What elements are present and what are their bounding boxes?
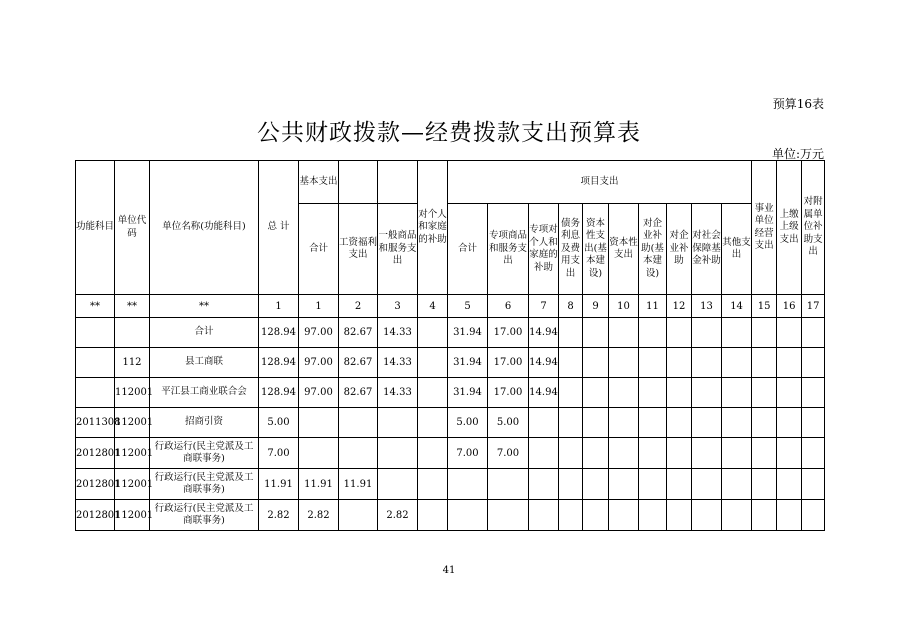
amount-cell (609, 469, 639, 500)
amount-cell (378, 438, 418, 469)
amount-cell (722, 378, 752, 408)
amount-cell (802, 378, 825, 408)
amount-cell (692, 318, 722, 348)
amount-cell (448, 469, 488, 500)
amount-cell (722, 469, 752, 500)
amount-cell (583, 378, 609, 408)
table-row (76, 438, 825, 469)
index-cell: 14 (722, 295, 752, 318)
func-code-cell: 2012801 (76, 438, 115, 469)
amount-cell: 14.94 (529, 348, 559, 378)
unit-name-cell: 招商引资 (150, 408, 259, 438)
table-row (76, 500, 825, 531)
amount-cell (339, 438, 378, 469)
amount-cell (583, 438, 609, 469)
header-other: 其他支出 (722, 204, 752, 295)
amount-cell (583, 469, 609, 500)
amount-cell (529, 438, 559, 469)
amount-cell (802, 469, 825, 500)
index-cell: ** (76, 295, 115, 318)
amount-cell: 31.94 (448, 378, 488, 408)
amount-cell (609, 348, 639, 378)
unit-code-cell: 112001 (115, 378, 150, 408)
table-row (76, 318, 825, 348)
amount-cell (609, 500, 639, 531)
amount-cell (339, 500, 378, 531)
func-code-cell: 2012801 (76, 469, 115, 500)
unit-name-cell: 行政运行(民主党派及工商联事务) (150, 438, 259, 469)
amount-cell (639, 469, 667, 500)
amount-cell: 5.00 (259, 408, 299, 438)
amount-cell (752, 469, 777, 500)
unit-name-cell: 行政运行(民主党派及工商联事务) (150, 469, 259, 500)
header-empty-cell (339, 161, 378, 204)
index-cell: 1 (259, 295, 299, 318)
amount-cell: 5.00 (488, 408, 529, 438)
amount-cell: 31.94 (448, 318, 488, 348)
index-cell: 2 (339, 295, 378, 318)
unit-name-cell: 合计 (150, 318, 259, 348)
amount-cell (609, 408, 639, 438)
amount-cell (667, 348, 692, 378)
table-row (76, 408, 825, 438)
unit-label: 单位:万元 (771, 147, 824, 161)
header-enterprise-build: 对企业补助(基本建设) (639, 204, 667, 295)
amount-cell: 7.00 (259, 438, 299, 469)
index-cell: 9 (583, 295, 609, 318)
index-cell: 8 (559, 295, 583, 318)
amount-cell (339, 408, 378, 438)
index-cell: ** (115, 295, 150, 318)
amount-cell: 82.67 (339, 348, 378, 378)
amount-cell (777, 438, 802, 469)
index-cell: 10 (609, 295, 639, 318)
index-cell: 13 (692, 295, 722, 318)
unit-code-cell: 112001 (115, 438, 150, 469)
unit-code-cell (115, 318, 150, 348)
header-personal: 对个人和家庭的补助 (418, 161, 448, 295)
table-row (76, 469, 825, 500)
amount-cell (559, 348, 583, 378)
func-code-cell (76, 318, 115, 348)
header-basic-total: 合计 (299, 204, 339, 295)
amount-cell: 11.91 (299, 469, 339, 500)
amount-cell: 2.82 (378, 500, 418, 531)
index-cell: 7 (529, 295, 559, 318)
amount-cell (667, 438, 692, 469)
amount-cell (692, 408, 722, 438)
amount-cell (777, 500, 802, 531)
amount-cell (667, 469, 692, 500)
amount-cell (639, 318, 667, 348)
amount-cell: 97.00 (299, 318, 339, 348)
amount-cell (752, 500, 777, 531)
amount-cell (667, 318, 692, 348)
index-cell: 5 (448, 295, 488, 318)
amount-cell: 17.00 (488, 378, 529, 408)
amount-cell (752, 348, 777, 378)
amount-cell (583, 500, 609, 531)
amount-cell (488, 469, 529, 500)
header-social: 对社会保障基金补助 (692, 204, 722, 295)
amount-cell (777, 469, 802, 500)
amount-cell: 128.94 (259, 348, 299, 378)
amount-cell: 31.94 (448, 348, 488, 378)
amount-cell (609, 438, 639, 469)
amount-cell (802, 348, 825, 378)
header-goods: 一般商品和服务支出 (378, 204, 418, 295)
amount-cell (418, 408, 448, 438)
func-code-cell (76, 348, 115, 378)
table-row (76, 378, 825, 408)
page-number: 41 (442, 565, 456, 576)
amount-cell: 2.82 (259, 500, 299, 531)
amount-cell: 7.00 (488, 438, 529, 469)
amount-cell (559, 378, 583, 408)
amount-cell (639, 438, 667, 469)
amount-cell: 14.33 (378, 318, 418, 348)
index-cell: 15 (752, 295, 777, 318)
page-title: 公共财政拨款—经费拨款支出预算表 (257, 120, 641, 146)
amount-cell (559, 318, 583, 348)
amount-cell (418, 500, 448, 531)
amount-cell (802, 500, 825, 531)
amount-cell (692, 348, 722, 378)
unit-code-cell: 112001 (115, 408, 150, 438)
amount-cell: 97.00 (299, 348, 339, 378)
func-code-cell: 2012801 (76, 500, 115, 531)
header-capital-build: 资本性支出(基本建设) (583, 204, 609, 295)
amount-cell: 128.94 (259, 318, 299, 348)
index-cell: 17 (802, 295, 825, 318)
header-debt: 债务利息及费用支出 (559, 204, 583, 295)
index-cell: 3 (378, 295, 418, 318)
amount-cell: 17.00 (488, 318, 529, 348)
header-business: 事业单位经营支出 (752, 161, 777, 295)
unit-name-cell: 县工商联 (150, 348, 259, 378)
header-project: 项目支出 (448, 161, 752, 204)
amount-cell (777, 348, 802, 378)
amount-cell (777, 318, 802, 348)
amount-cell (609, 318, 639, 348)
amount-cell (583, 348, 609, 378)
amount-cell (722, 438, 752, 469)
amount-cell (802, 408, 825, 438)
header-salary: 工资福利支出 (339, 204, 378, 295)
amount-cell (722, 318, 752, 348)
amount-cell (609, 378, 639, 408)
header-proj-personal: 专项对个人和家庭的补助 (529, 204, 559, 295)
header-proj-total: 合计 (448, 204, 488, 295)
amount-cell: 11.91 (339, 469, 378, 500)
form-number: 预算16表 (772, 97, 824, 111)
amount-cell (299, 438, 339, 469)
unit-code-cell: 112001 (115, 469, 150, 500)
amount-cell (667, 408, 692, 438)
header-proj-goods: 专项商品和服务支出 (488, 204, 529, 295)
header-unit-code: 单位代码 (115, 161, 150, 295)
amount-cell (418, 348, 448, 378)
header-basic: 基本支出 (299, 161, 339, 204)
index-cell: 4 (418, 295, 448, 318)
budget-table (75, 160, 825, 531)
header-enterprise: 对企业补助 (667, 204, 692, 295)
amount-cell (667, 378, 692, 408)
amount-cell: 14.33 (378, 378, 418, 408)
amount-cell (559, 500, 583, 531)
amount-cell (378, 408, 418, 438)
index-cell: 6 (488, 295, 529, 318)
amount-cell: 128.94 (259, 378, 299, 408)
index-cell: 11 (639, 295, 667, 318)
amount-cell (529, 500, 559, 531)
amount-cell (692, 500, 722, 531)
amount-cell (418, 469, 448, 500)
amount-cell (418, 318, 448, 348)
amount-cell (722, 500, 752, 531)
amount-cell (639, 348, 667, 378)
index-cell: 16 (777, 295, 802, 318)
index-cell: ** (150, 295, 259, 318)
index-row (76, 295, 825, 318)
header-capital: 资本性支出 (609, 204, 639, 295)
amount-cell (692, 378, 722, 408)
unit-name-cell: 行政运行(民主党派及工商联事务) (150, 500, 259, 531)
amount-cell: 82.67 (339, 318, 378, 348)
amount-cell: 82.67 (339, 378, 378, 408)
amount-cell: 14.94 (529, 318, 559, 348)
amount-cell: 97.00 (299, 378, 339, 408)
amount-cell: 14.94 (529, 378, 559, 408)
index-cell: 1 (299, 295, 339, 318)
amount-cell: 7.00 (448, 438, 488, 469)
table-row (76, 348, 825, 378)
amount-cell (802, 318, 825, 348)
amount-cell (418, 378, 448, 408)
amount-cell (378, 469, 418, 500)
amount-cell: 5.00 (448, 408, 488, 438)
amount-cell (559, 408, 583, 438)
func-code-cell: 2011308 (76, 408, 115, 438)
unit-name-cell: 平江县工商业联合会 (150, 378, 259, 408)
amount-cell: 11.91 (259, 469, 299, 500)
amount-cell: 2.82 (299, 500, 339, 531)
amount-cell (639, 408, 667, 438)
amount-cell: 17.00 (488, 348, 529, 378)
amount-cell (529, 408, 559, 438)
amount-cell (559, 469, 583, 500)
amount-cell (488, 500, 529, 531)
amount-cell (418, 438, 448, 469)
index-cell: 12 (667, 295, 692, 318)
amount-cell (777, 408, 802, 438)
amount-cell (752, 408, 777, 438)
header-total: 总 计 (259, 161, 299, 295)
amount-cell (667, 500, 692, 531)
amount-cell (529, 469, 559, 500)
amount-cell: 14.33 (378, 348, 418, 378)
header-empty-cell (378, 161, 418, 204)
amount-cell (752, 318, 777, 348)
func-code-cell (76, 378, 115, 408)
amount-cell (752, 438, 777, 469)
amount-cell (802, 438, 825, 469)
amount-cell (752, 378, 777, 408)
header-unit-name: 单位名称(功能科目) (150, 161, 259, 295)
amount-cell (559, 438, 583, 469)
amount-cell (639, 500, 667, 531)
header-subsidiary: 对附属单位补助支出 (802, 161, 825, 295)
unit-code-cell: 112001 (115, 500, 150, 531)
header-upper: 上缴上级支出 (777, 161, 802, 295)
amount-cell (639, 378, 667, 408)
header-func-code: 功能科目 (76, 161, 115, 295)
amount-cell (777, 378, 802, 408)
amount-cell (692, 438, 722, 469)
amount-cell (583, 408, 609, 438)
amount-cell (583, 318, 609, 348)
amount-cell (692, 469, 722, 500)
amount-cell (299, 408, 339, 438)
amount-cell (448, 500, 488, 531)
amount-cell (722, 408, 752, 438)
amount-cell (722, 348, 752, 378)
unit-code-cell: 112 (115, 348, 150, 378)
